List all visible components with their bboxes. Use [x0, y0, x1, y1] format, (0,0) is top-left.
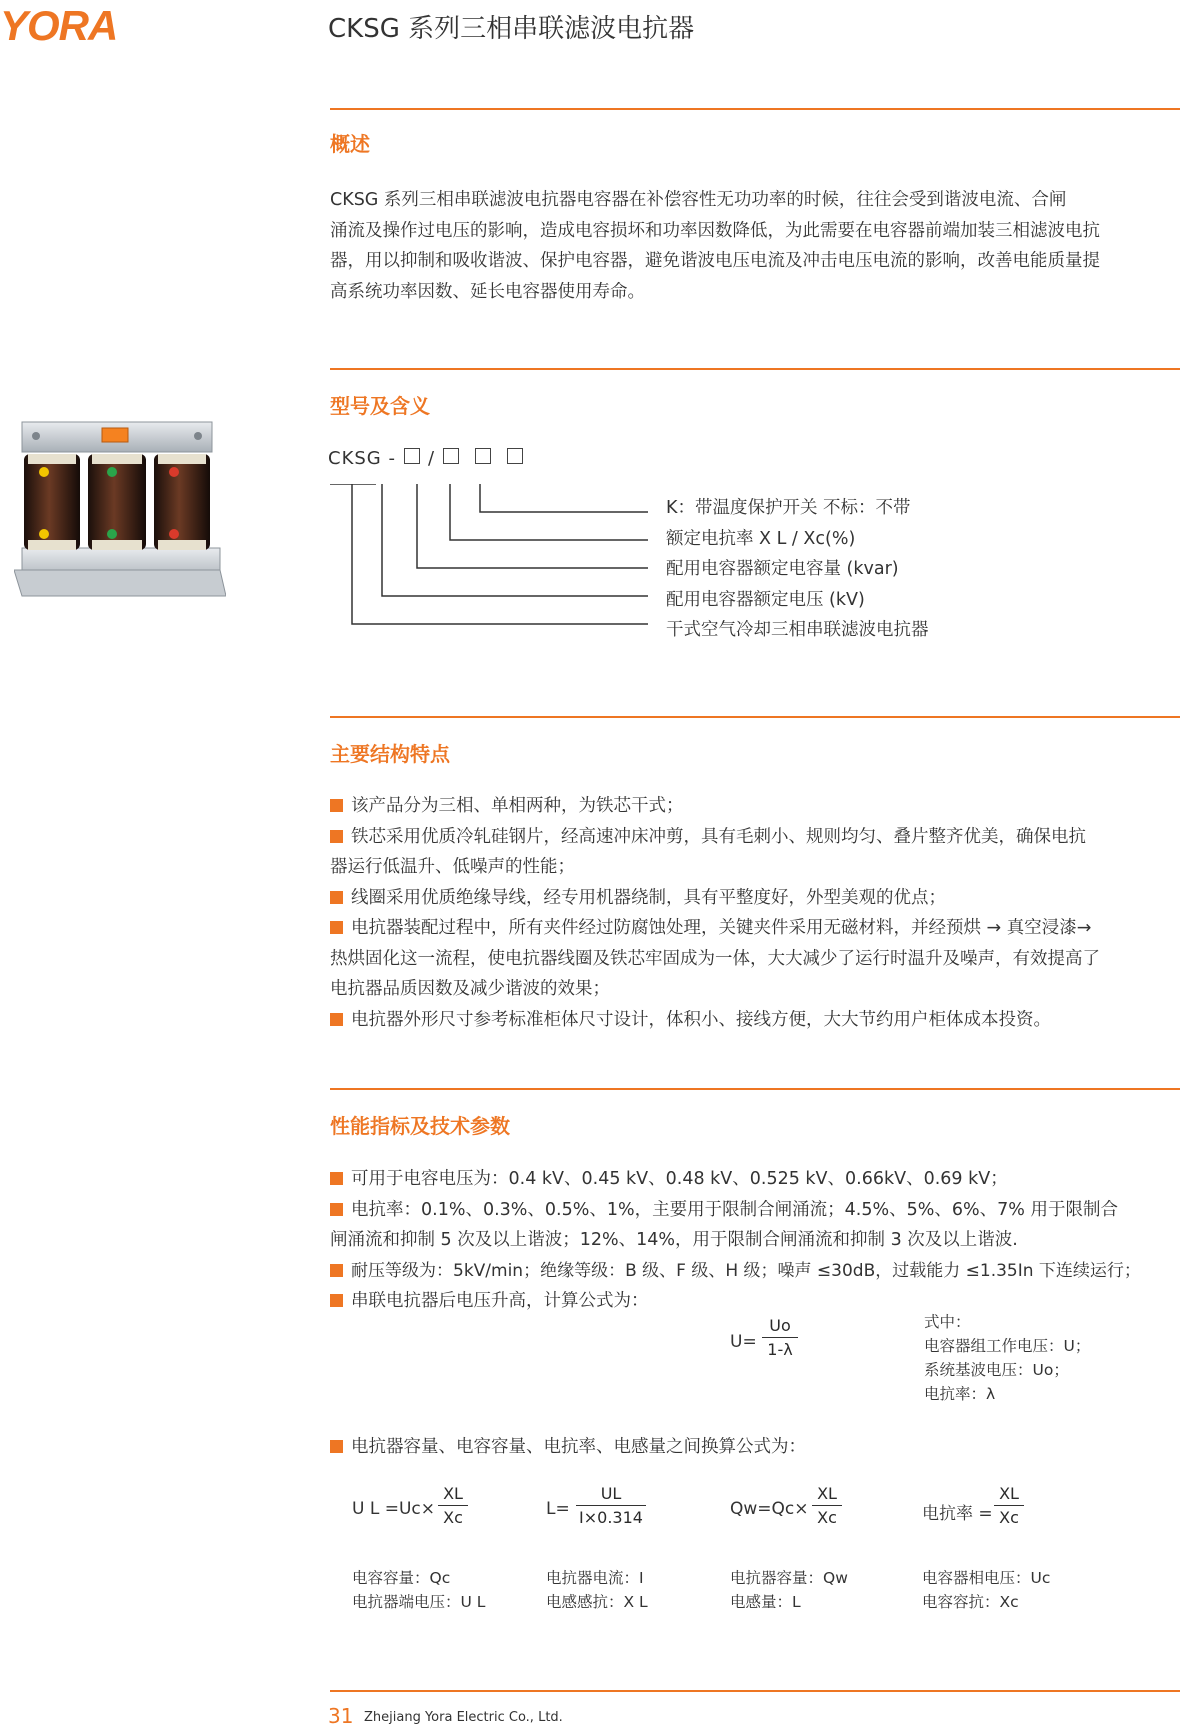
- structure-list: [330, 791, 1160, 1035]
- formula-l-lhs: L=: [546, 1499, 570, 1519]
- list-item: 耐压等级为：5kV/min；绝缘等级：B 级、F 级、H 级；噪声 ≤30dB，过载能力 ≤1.35In 下连续运行；: [330, 1256, 1190, 1287]
- overview-paragraph: [330, 185, 1160, 307]
- list-item-continuation: 闸涌流和抑制 5 次及以上谐波；12%、14%，用于限制合闸涌流和抑制 3 次及以上谐波.: [330, 1230, 1018, 1250]
- fraction-numerator: XL: [438, 1484, 468, 1506]
- note-line: 电抗器端电压：U L: [352, 1593, 486, 1611]
- note-line: 电抗器电流：I: [546, 1569, 644, 1587]
- fraction-numerator: XL: [812, 1484, 842, 1506]
- fraction-numerator: XL: [994, 1484, 1024, 1506]
- list-item: 电抗器容量、电容容量、电抗率、电感量之间换算公式为：: [330, 1432, 1160, 1463]
- fraction-numerator: UL: [576, 1484, 646, 1506]
- placeholder-box: [443, 448, 459, 464]
- list-item-continuation: 热烘固化这一流程，使电抗器线圈及铁芯牢固成为一体，大大减少了运行时温升及噪声，有效提高了: [330, 948, 1100, 969]
- footer-company: Zhejiang Yora Electric Co., Ltd.: [364, 1710, 563, 1725]
- fraction-denominator: Xc: [817, 1508, 837, 1527]
- formula-l-fraction: [576, 1484, 646, 1527]
- note-line: 电容容量：Qc: [352, 1569, 451, 1587]
- formula-ul-lhs: U L =Uc×: [352, 1499, 435, 1519]
- legend-line: 式中：: [924, 1313, 971, 1331]
- section-divider: [330, 108, 1180, 110]
- model-label: 干式空气冷却三相串联滤波电抗器: [666, 620, 929, 640]
- section-divider: [330, 716, 1180, 718]
- list-item-continuation: 器运行低温升、低噪声的性能；: [330, 857, 575, 877]
- fraction-denominator: Xc: [999, 1508, 1019, 1527]
- list-item: 铁芯采用优质冷轧硅钢片，经高速冲床冲剪，具有毛刺小、规则均匀、叠片整齐优美，确保电抗: [330, 822, 1160, 853]
- list-item: 可用于电容电压为：0.4 kV、0.45 kV、0.48 kV、0.525 kV、0.66kV、0.69 kV；: [330, 1164, 1190, 1195]
- footer-divider: [330, 1690, 1180, 1692]
- note-line: 电容容抗：Xc: [922, 1593, 1019, 1611]
- list-item: 该产品分为三相、单相两种，为铁芯干式；: [330, 791, 1160, 822]
- list-item: 线圈采用优质绝缘导线，经专用机器绕制，具有平整度好，外型美观的优点；: [330, 883, 1160, 914]
- model-title: 型号及含义: [330, 394, 430, 418]
- model-label: 配用电容器额定电压 (kV): [666, 589, 865, 610]
- formula-notes-2: [546, 1566, 648, 1614]
- note-line: 电容器相电压：Uc: [922, 1569, 1051, 1587]
- text-line: 器，用以抑制和吸收谐波、保护电容器，避免谐波电压电流及冲击电压电流的影响，改善电能质量提: [330, 251, 1100, 271]
- bullet-square-icon: [330, 799, 343, 812]
- structure-title: 主要结构特点: [330, 742, 450, 766]
- note-line: 电感感抗：X L: [546, 1593, 648, 1611]
- bullet-square-icon: [330, 830, 343, 843]
- model-label: 额定电抗率 X L / Xc(%): [666, 528, 856, 549]
- list-item: 电抗器装配过程中，所有夹件经过防腐蚀处理，关键夹件采用无磁材料，并经预烘 → 真空浸漆→: [330, 913, 1160, 944]
- list-item-continuation: 电抗器品质因数及减少谐波的效果；: [330, 979, 610, 999]
- model-label: K：带温度保护开关 不标：不带: [666, 498, 911, 518]
- formula-notes-3: [730, 1566, 848, 1614]
- bullet-square-icon: [330, 1013, 343, 1026]
- list-item: 电抗器外形尺寸参考标准柜体尺寸设计，体积小、接线方便，大大节约用户柜体成本投资。: [330, 1005, 1160, 1036]
- legend-line: 电抗率：λ: [924, 1385, 996, 1403]
- formula-notes-4: [922, 1566, 1050, 1614]
- performance-list: [330, 1164, 1190, 1317]
- page-number: 31: [328, 1704, 354, 1728]
- placeholder-box: [507, 448, 523, 464]
- fraction-denominator: Xc: [443, 1508, 463, 1527]
- model-label: 配用电容器额定电容量 (kvar): [666, 559, 899, 579]
- voltage-formula-legend: [924, 1310, 1090, 1406]
- bullet-square-icon: [330, 1440, 343, 1453]
- note-line: 电抗器容量：Qw: [730, 1569, 848, 1587]
- model-separator: -: [388, 448, 396, 469]
- conversion-heading: [330, 1432, 1160, 1463]
- fraction-denominator: I×0.314: [579, 1508, 643, 1527]
- section-divider: [330, 368, 1180, 370]
- formula-qw-fraction: [812, 1484, 842, 1527]
- text-line: 涌流及操作过电压的影响，造成电容损坏和功率因数降低，为此需要在电容器前端加装三相滤波电抗: [330, 220, 1100, 241]
- legend-line: 系统基波电压：Uo；: [924, 1361, 1069, 1379]
- text-line: CKSG 系列三相串联滤波电抗器电容器在补偿容性无功功率的时候，往往会受到谐波电流、合闸: [330, 190, 1067, 210]
- overview-title: 概述: [330, 132, 370, 156]
- bullet-square-icon: [330, 921, 343, 934]
- list-item: 电抗率：0.1%、0.3%、0.5%、1%，主要用于限制合闸涌流；4.5%、5%、6%、7% 用于限制合: [330, 1195, 1190, 1226]
- fraction-denominator: 1-λ: [767, 1340, 793, 1359]
- list-item: 串联电抗器后电压升高，计算公式为：: [330, 1286, 1190, 1317]
- formula-ratio-fraction: [994, 1484, 1024, 1527]
- model-code: CKSG - /: [328, 448, 531, 469]
- formula-ratio-lhs: 电抗率 =: [922, 1504, 993, 1524]
- text-line: 高系统功率因数、延长电容器使用寿命。: [330, 281, 645, 302]
- model-connector-lines: [328, 484, 668, 634]
- bullet-square-icon: [330, 1294, 343, 1307]
- model-prefix: CKSG: [328, 448, 382, 469]
- performance-title: 性能指标及技术参数: [330, 1114, 510, 1138]
- placeholder-box: [475, 448, 491, 464]
- bullet-square-icon: [330, 891, 343, 904]
- reactor-product-photo: [14, 420, 226, 602]
- legend-line: 电容器组工作电压：U；: [924, 1337, 1091, 1355]
- voltage-formula-fraction: [762, 1316, 798, 1359]
- section-divider: [330, 1088, 1180, 1090]
- page-title: CKSG 系列三相串联滤波电抗器: [328, 14, 695, 44]
- fraction-numerator: Uo: [762, 1316, 798, 1338]
- brand-logo: YORA: [0, 2, 118, 49]
- bullet-square-icon: [330, 1172, 343, 1185]
- formula-qw-lhs: Qw=Qc×: [730, 1499, 809, 1519]
- model-legend: [666, 493, 929, 646]
- formula-notes-1: [352, 1566, 485, 1614]
- voltage-formula-lhs: U=: [730, 1332, 757, 1352]
- placeholder-box: [404, 448, 420, 464]
- formula-ul-fraction: [438, 1484, 468, 1527]
- bullet-square-icon: [330, 1264, 343, 1277]
- note-line: 电感量：L: [730, 1593, 801, 1611]
- bullet-square-icon: [330, 1203, 343, 1216]
